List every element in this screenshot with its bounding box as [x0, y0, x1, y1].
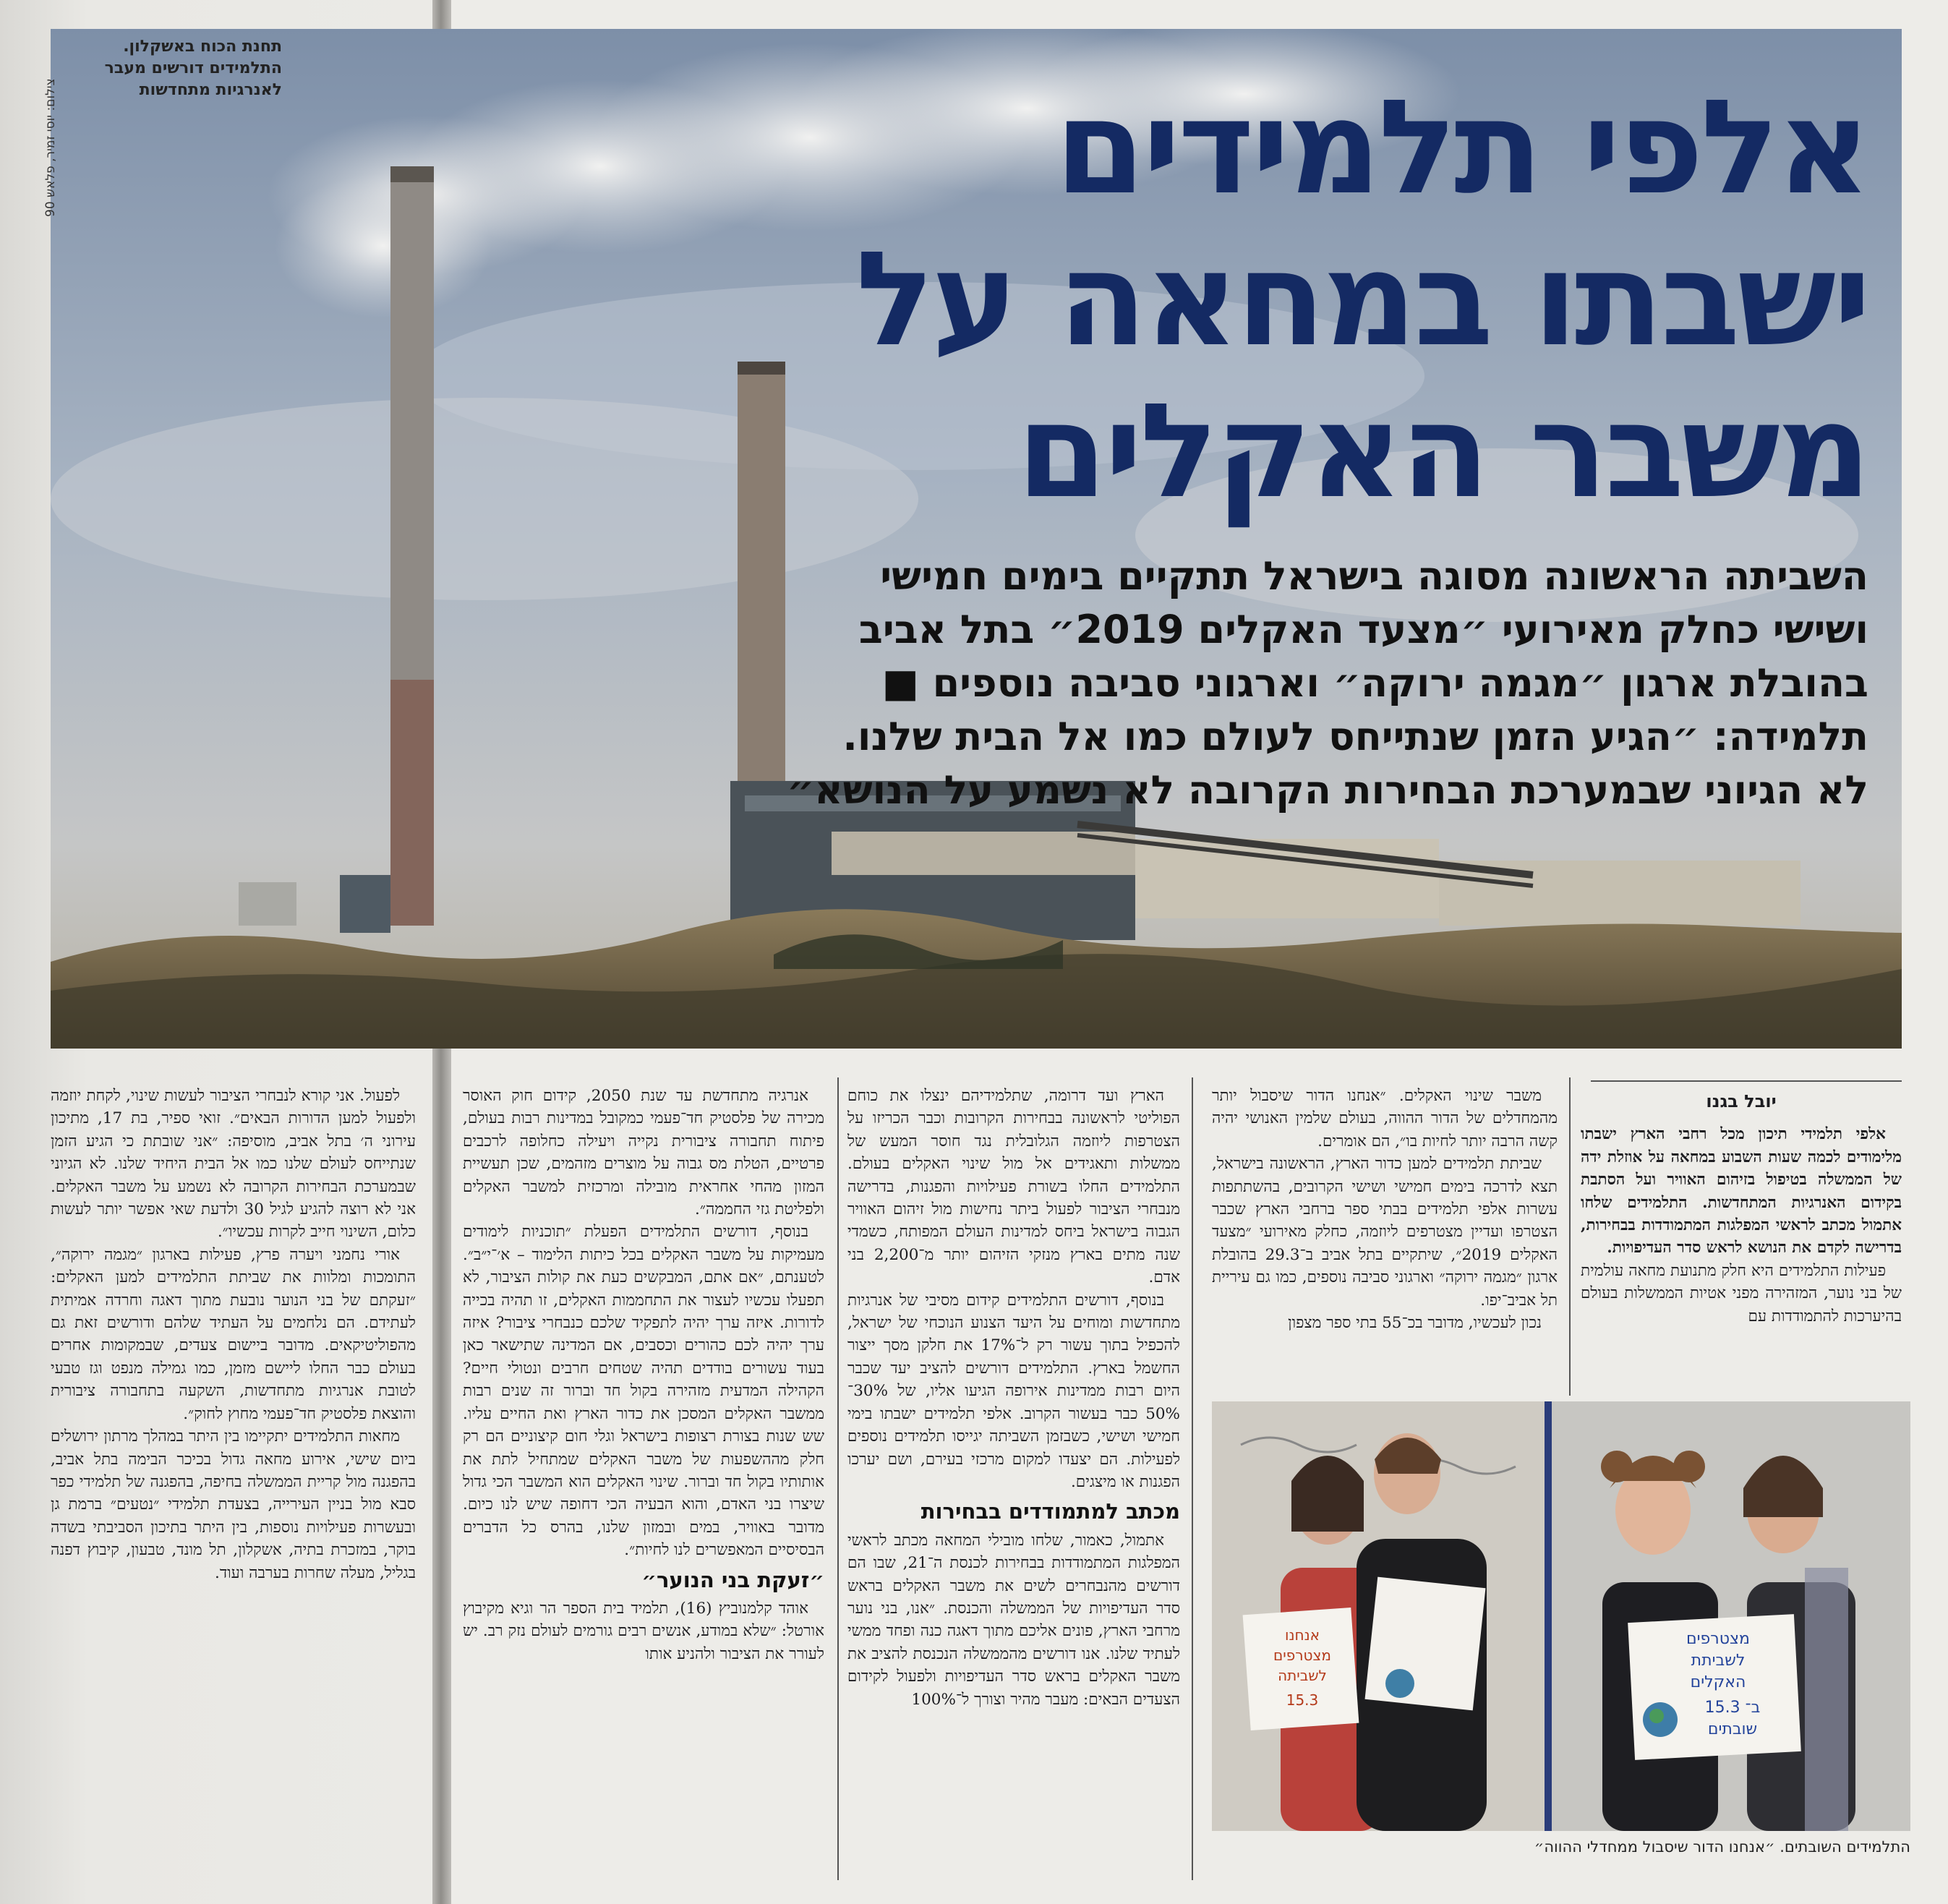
body-paragraph: בנוסף, דורשים התלמידים הפעלת ״תוכניות לימודים מעמיקות על משבר האקלים בכל כיתות הלימוד – א׳־י״ב״. לטענתם, ״אם אתם, המבקשים כעת את קולות הציבור, לא תפעלו עכשיו לעצור את התחממות האקלים, זו תהיה בכייה לדורות. איזה ערך יהיה לתפקיד שלכם כנבחרי ציבור? איזה ערך יהיה לכם כהורים וכסבים, אם המדינה שתישאר כאן בעוד עשורים בודדים תהיה שטחים חרבים ונטולי חיים? הקהילה המדעית מזהירה בקול חד וברור זה שנים רבות ממשבר האקלים המסכן את כדור הארץ ואת החיים עליו. שש שנות בצורת רצופות בישראל וגלי חום קיצוניים הם רק חלק מההשפעות של משבר האקלים שמתחיל לתת את אותותיו בקול חד וברור. שינוי האקלים הוא המשבר הכי גדול שיצרו בני האדם, והוא הבעיה הכי דחופה שיש לנו כיום. מדובר באוויר, במים ובמזון שלנו, בהרס כל הדברים הבסיסיים המאפשרים לנו לחיות״. [463, 1223, 824, 1560]
deck-line: ושישי כחלק מאירועי ״מצעד האקלים 2019״ בתל אביב [858, 607, 1868, 652]
svg-text:ב־ 15.3: ב־ 15.3 [1704, 1699, 1761, 1717]
headline-line: ישבתו במחאה על [855, 224, 1868, 375]
body-paragraph: אתמול, כאמור, שלחו מובילי המחאה מכתב לראשי המפלגות המתמודדות בבחירות לכנסת ה־21, שבו הם דורשים מהנבחרים לשים את משבר האקלים בראש סדר העדיפויות של הממשלה והכנסת. ״אנו, בני נוער מרחבי הארץ, פונים אליכם מתוך דאגה כנה ופחד ממשי לעתיד שלנו. אנו דורשים מהממשלה הנכנסת להציב את משבר האקלים בראש סדר העדיפויות ולפעול לקידום הצעדים הבאים: מעבר מהיר וצורך ל־100% [847, 1531, 1181, 1709]
lede-paragraph: אלפי תלמידי תיכון מכל רחבי הארץ ישבתו מלימודים לכמה שעות השבוע במחאה על אוזלת ידה של הממשלה בטיפול בזיהום האוויר ועל הסתבת בקידום האנרגיות המתחדשות. התלמידים שלחו אתמול מכתב לראשי המפלגות המתמודדות בבחירות, בדרישה לקדם את הנושא לראש סדר העדיפויות. [1581, 1125, 1902, 1258]
photo-caption-line: התלמידים דורשים מעבר [104, 59, 282, 77]
deck-line: לא הגיוני שבמערכת הבחירות הקרובה לא נשמע על הנושא״ [787, 767, 1868, 813]
subheading: ״זעקת בני הנוער״ [641, 1567, 824, 1592]
students-photo [1212, 1401, 1910, 1831]
article-column-4 [463, 1085, 824, 1665]
body-paragraph: שביתת תלמידים למען כדור הארץ, הראשונה בישראל, תצא לדרכה בימים חמישי ושישי הקרובים, בהשתתפות עשרות אלפי תלמידים בבתי ספר ברחבי הארץ שכבר הצטרפו ועדיין מצטרפים ליוזמה, כחלק מאירועי ״מצעד האקלים 2019״, שיתקיים בתל אביב ב־29.3 בהובלת ארגון ״מגמה ירוקה״ וארגוני סביבה נוספים, כמו גם עיריית תל אביב־יפו. [1212, 1155, 1558, 1310]
article-column-3 [847, 1085, 1180, 1711]
column-rule [837, 1077, 839, 1880]
body-paragraph: אנרגיה מתחדשת עד שנת 2050, קידום חוק האוסר מכירה של פלסטיק חד־פעמי כמקובל במדינות רבות בעולם, פיתוח תחבורה ציבורית נקייה ויעילה כחלופה לרכבים פרטיים, הטלת מס גבוה על מוצרים מזהמים, שכן תעשיית המזון מהחי אחראית מובילה ומרכזית למשבר האקלים ולפליטת גזי החממה״. [463, 1087, 824, 1219]
body-paragraph: אורי נחמני ויערה פרץ, פעילות בארגון ״מגמה ירוקה״, התומכות ומלוות את שביתת התלמידים למען האקלים: ״זעקתם של בני הנוער נובעת מתוך דאגה וחרדה אמיתית לעתידם. הם נלחמים על העתיד שלהם ודורשים זאת גם מהפוליטיקאים. מדובר ביישום צעדים, שבמקומות אחרים בעולם כבר החלו ליישם מזמן, כמו גמילה מנפט וגז טבעי לטובת אנרגיות מתחדשות, השקעה בתחבורה ציבורית והוצאת פלסטיק חד־פעמי מחוץ לחוק״. [51, 1245, 416, 1423]
svg-text:שובתים: שובתים [1707, 1720, 1758, 1738]
body-paragraph: לפעול. אני קורא לנבחרי הציבור לעשות שינוי, לקחת יוזמה ולפעול למען הדורות הבאים״. זואי ספיר, בת 17, מתיכון עירוני ה׳ בתל אביב, מוסיפה: ״אני שובתת כי הגיע הזמן שנתייחס לעולם שלנו כמו אל הבית היחיד שלנו. לא הגיוני שבמערכת הבחירות הקרובה לא נשמע על משבר האקלים. אני לא רוצה להגיע לגיל 30 ולדעת שאי אפשר יותר לעשות כלום, השינוי חייב לקרות עכשיו״. [51, 1087, 416, 1242]
body-paragraph: פעילות התלמידים היא חלק מתנועת מחאה עולמית של בני נוער, המזהירה מפני אטיות הממשלות בעולם בהיערכות להתמודדות עם [1581, 1261, 1902, 1325]
svg-text:אנחנו: אנחנו [1285, 1626, 1320, 1644]
body-paragraph: מחאות התלמידים יתקיימו בין היתר במהלך מרתון ירושלים ביום שישי, אירוע מחאה גדול בכיכר הבימה בתל אביב, בהפגנה מול קריית הממשלה בחיפה, בהפגנה של תלמידי כפר סבא מול בניין העירייה, בצעדת תלמידי ״נטעים״ ברמת גן ובעשרות פעילויות נוספות, בין היתר בתיכון הסביבתי בשדה בוקר, במזכרת בתיה, אשקלון, תל מונד, טבעון, קיבוץ דפנה בגליל, מעלה שחרות בערבה ועוד. [51, 1427, 416, 1582]
body-paragraph: הארץ ועד דרומה, שתלמידיהם ינצלו את כוחם הפוליטי לראשונה בבחירות הקרובות וכבר הכריזו על הצטרפות ליוזמה הגלובלית נגד חוסר המעש של ממשלות ותאגידים אל מול שינוי האקלים בעולם. התלמידים החלו בשורת פעילויות והפגנות, בדרישה מנבחרי הציבור לפעול ביתר נחישות מול זיהום האוויר הגבוה בישראל ביחס למדינות העולם המפותח, כשמדי שנה מתים בארץ מנזקי הזיהום יותר מ־2,200 בני אדם. [847, 1087, 1181, 1287]
byline: יובל בגנו [1706, 1091, 1777, 1111]
svg-text:האקלים: האקלים [1690, 1673, 1746, 1691]
subheadline [787, 550, 1868, 817]
body-paragraph: משבר שינוי האקלים. ״אנחנו הדור שיסבול יותר מהמחדלים של הדור ההווה, בעולם שלמין האנושי יהיה קשה הרבה יותר לחיות בו״, הם אומרים. [1212, 1087, 1558, 1150]
svg-text:לשביתת: לשביתת [1691, 1652, 1746, 1670]
body-paragraph: נכון לעכשיו, מדובר בכ־55 בתי ספר מצפון [1288, 1314, 1542, 1333]
body-paragraph: בנוסף, דורשים התלמידים קידום מסיבי של אנרגיות מתחדשות ומוחים על היעד הצנוע הנוכחי של ישראל, להכפיל בתוך עשור רק ל־17% את חלקן מסך ייצור החשמל בארץ. התלמידים דורשים להציב יעד שכבר היום רבות ממדינות אירופה הגיעו אליו, של 30%־50% כבר בעשור הקרוב. אלפי תלמידים ישבתו בימי חמישי ושישי, כשבזמן השביתה יגייסו תלמידים נוספים לפעילות. הם יצעדו למקום מרכזי בעירם, ושם יערכו הפגנות או מיצגים. [847, 1291, 1180, 1491]
column-rule [1569, 1077, 1571, 1396]
deck-line: השביתה הראשונה מסוגה בישראל תתקיים בימים חמישי [880, 553, 1868, 599]
deck-line: תלמידה: ״הגיע הזמן שנתייחס לעולם כמו אל הבית שלנו. [842, 714, 1868, 759]
body-paragraph: אוהד קלמנוביץ (16), תלמיד בית הספר הר וגיא מקיבוץ אורטל: ״שלא במודע, אנשים רבים גורמים לעולם נזק רב. יש לעורר את הציבור ולהניע אותו [463, 1599, 824, 1663]
headline [855, 72, 1868, 528]
svg-text:מצטרפים: מצטרפים [1273, 1647, 1331, 1664]
svg-text:15.3: 15.3 [1286, 1691, 1319, 1709]
subheading: מכתב למתמודדים בבחירות [920, 1499, 1180, 1524]
svg-text:מצטרפים: מצטרפים [1686, 1630, 1750, 1648]
article-column-2 [1212, 1085, 1558, 1334]
photo-caption-line: לאנרגיות מתחדשות [139, 81, 282, 99]
column-rule [1192, 1077, 1193, 1880]
deck-line: בהובלת ארגון ״מגמה ירוקה״ וארגוני סביבה נוספים ■ [881, 660, 1868, 706]
svg-text:לשביתה: לשביתה [1278, 1667, 1327, 1684]
students-photo-caption: התלמידים השובתים. ״אנחנו הדור שיסבול ממחדלי ההווה״ [1534, 1838, 1910, 1856]
byline-rule [1591, 1080, 1902, 1082]
article-column-5 [51, 1085, 416, 1584]
photo-caption-line: תחנת הכוח באשקלון. [123, 38, 282, 56]
headline-line: משבר האקלים [1016, 376, 1868, 527]
photo-credit: צילום: יוסי זמיר, פלאש 90 [43, 78, 58, 217]
photo-caption [65, 36, 282, 101]
article-column-1 [1581, 1090, 1902, 1328]
headline-line: אלפי תלמידים [1054, 72, 1868, 223]
